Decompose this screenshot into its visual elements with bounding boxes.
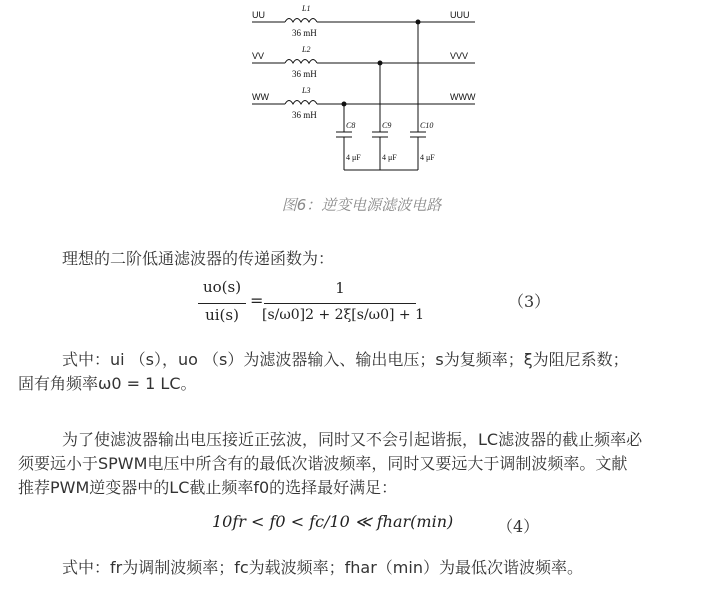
label-output-v: VVV <box>450 51 469 61</box>
label-c10: C10 <box>420 121 434 130</box>
paragraph-1-line-2: 固有角频率ω0 = 1 LC。 <box>18 374 197 393</box>
paragraph-2 <box>18 428 712 500</box>
label-input-w: WW <box>252 92 269 102</box>
label-capacitance-1: 4 μF <box>346 153 361 162</box>
label-input-v: VV <box>252 51 265 61</box>
figure-caption: 图6：逆变电源滤波电路 <box>281 196 442 214</box>
paragraph-2-line-2: 须要远小于SPWM电压中所含有的最低次谐波频率，同时又要远大于调制波频率。文献 <box>18 454 628 473</box>
eq3-equals: = <box>250 291 264 310</box>
equation-3 <box>196 276 556 332</box>
eq3-rhs-fraction-bar <box>264 303 416 304</box>
label-inductance-2: 36 mH <box>292 69 317 79</box>
intro-text: 理想的二阶低通滤波器的传递函数为： <box>62 249 335 268</box>
paragraph-3-line-1: 式中：fr为调制波频率；fc为载波频率；fhar（min）为最低次谐波频率。 <box>62 558 583 577</box>
eq3-lhs-numerator: uo(s) <box>202 278 242 296</box>
label-output-w: WWW <box>450 92 476 102</box>
paragraph-2-line-1: 为了使滤波器输出电压接近正弦波，同时又不会引起谐振，LC滤波器的截止频率必 <box>62 430 643 449</box>
label-inductance-3: 36 mH <box>292 110 317 120</box>
label-l2: L2 <box>302 45 311 54</box>
label-inductance-1: 36 mH <box>292 28 317 38</box>
equation-4: 10fr < f0 < fc/10 ≪ fhar(min) <box>212 512 454 531</box>
paragraph-1 <box>18 348 712 396</box>
label-c9: C9 <box>382 121 392 130</box>
label-c8: C8 <box>346 121 356 130</box>
label-output-u: UUU <box>450 10 470 20</box>
eq3-rhs-numerator: 1 <box>335 279 345 297</box>
eq3-lhs-fraction-bar <box>198 303 246 304</box>
label-l3: L3 <box>302 86 311 95</box>
label-l1: L1 <box>302 4 311 13</box>
equation-4-number: （4） <box>497 517 540 536</box>
equation-3-number: （3） <box>508 292 551 311</box>
paragraph-3 <box>62 556 712 580</box>
eq3-lhs-denominator: ui(s) <box>205 306 239 324</box>
label-input-u: UU <box>252 10 265 20</box>
filter-circuit-diagram <box>230 0 490 180</box>
eq3-rhs-denominator: [s/ω0]2 + 2ξ[s/ω0] + 1 <box>262 307 424 323</box>
paragraph-1-line-1: 式中：ui （s），uo （s）为滤波器输入、输出电压；s为复频率；ξ为阻尼系数； <box>62 350 629 369</box>
paragraph-2-line-3: 推荐PWM逆变器中的LC截止频率f0的选择最好满足： <box>18 478 398 497</box>
label-capacitance-3: 4 μF <box>420 153 435 162</box>
label-capacitance-2: 4 μF <box>382 153 397 162</box>
